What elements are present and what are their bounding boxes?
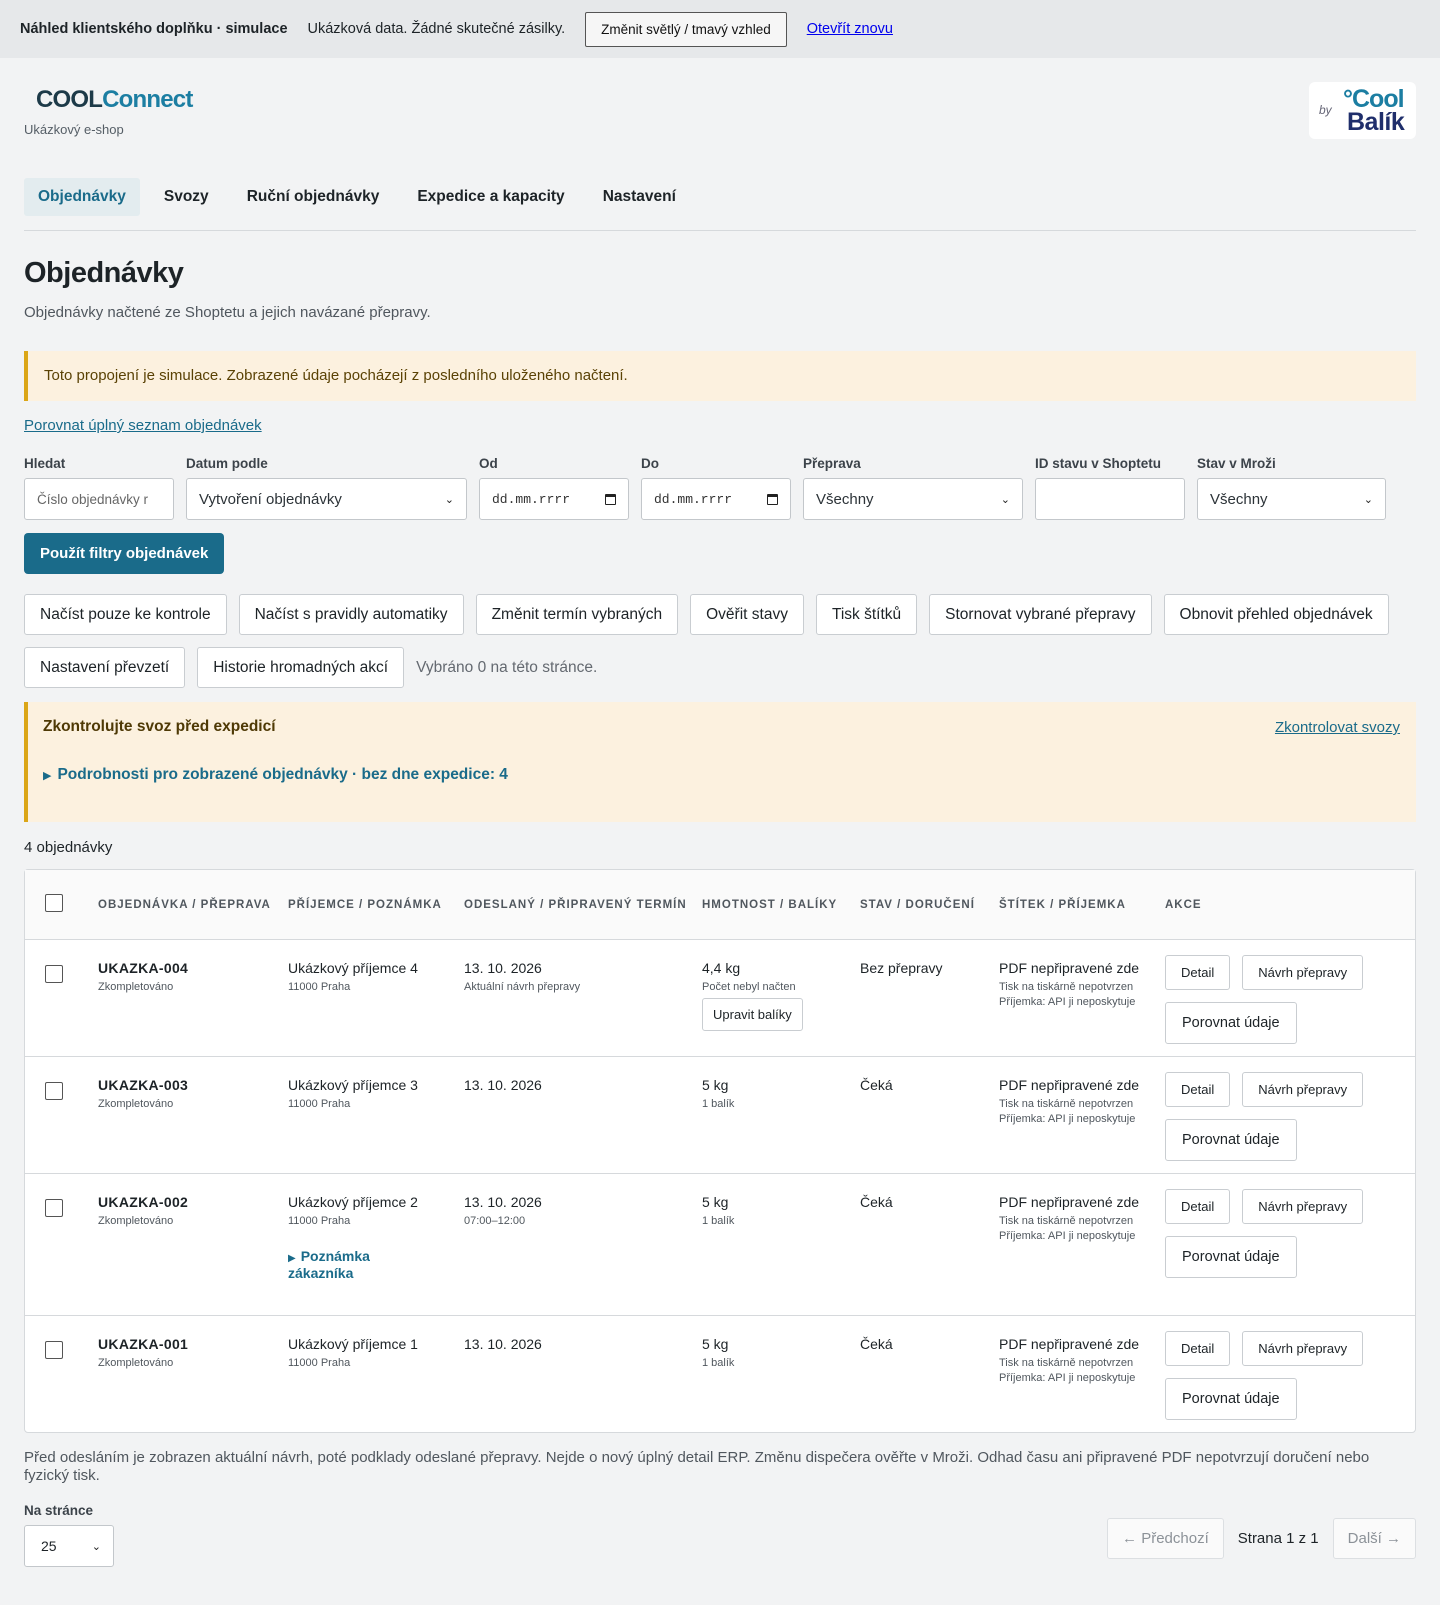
shipment-state: Bez přepravy — [860, 960, 943, 976]
ship-date-sub: Aktuální návrh přepravy — [464, 981, 581, 993]
tab-orders[interactable]: Objednávky — [24, 178, 140, 216]
th-state: STAV / DORUČENÍ — [860, 898, 975, 911]
compare-data-button[interactable]: Porovnat údaje — [1165, 1002, 1297, 1044]
preview-bar — [0, 0, 1440, 58]
from-label: Od — [479, 456, 498, 471]
tab-dispatch-capacity[interactable]: Expedice a kapacity — [417, 188, 565, 205]
th-actions: AKCE — [1165, 898, 1202, 911]
bulk-actions — [24, 594, 1416, 635]
shipment-state: Čeká — [860, 1194, 893, 1210]
receipt-status: Příjemka: API ji neposkytuje — [999, 1229, 1136, 1242]
next-page-button[interactable]: Další → — [1333, 1518, 1416, 1559]
label-status: PDF nepřipravené zde — [999, 1194, 1140, 1210]
pickup-check-notice — [24, 702, 1416, 822]
brand-part2: Connect — [102, 86, 193, 113]
logo-line1: °Cool — [1343, 85, 1404, 113]
th-recipient: PŘÍJEMCE / POZNÁMKA — [288, 898, 442, 911]
shipment-proposal-button[interactable]: Návrh přepravy — [1242, 1072, 1363, 1107]
refresh-orders-button[interactable]: Obnovit přehled objednávek — [1164, 594, 1389, 635]
packages: 1 balík — [702, 1215, 735, 1227]
receipt-status: Příjemka: API ji neposkytuje — [999, 1112, 1136, 1125]
compare-data-button[interactable]: Porovnat údaje — [1165, 1236, 1297, 1278]
customer-note-label: Poznámka zákazníka — [288, 1247, 370, 1281]
search-placeholder: Číslo objednávky r — [37, 491, 149, 507]
per-page-select[interactable] — [24, 1525, 114, 1567]
tab-pickups[interactable]: Svozy — [163, 188, 209, 205]
chevron-down-icon: ⌄ — [1000, 493, 1010, 506]
ship-date-sub: 07:00–12:00 — [464, 1215, 526, 1227]
recipient-name: Ukázkový příjemce 1 — [288, 1336, 418, 1352]
recipient-city: 11000 Praha — [288, 1215, 351, 1227]
receipt-status: Příjemka: API ji neposkytuje — [999, 995, 1136, 1008]
compare-data-button[interactable]: Porovnat údaje — [1165, 1378, 1297, 1420]
reopen-link[interactable]: Otevřít znovu — [806, 21, 893, 37]
date-by-value: Vytvoření objednávky — [199, 490, 342, 508]
table-row — [25, 1057, 1415, 1174]
carrier-select[interactable] — [803, 478, 1023, 520]
coolbalik-logo — [1309, 82, 1416, 139]
selection-count: Vybráno 0 na této stránce. — [416, 658, 598, 676]
pagination-area — [24, 1503, 1416, 1567]
carrier-label: Přeprava — [803, 456, 861, 471]
order-status: Zkompletováno — [98, 1098, 174, 1110]
row-checkbox[interactable] — [45, 965, 63, 983]
load-automation-button[interactable]: Načíst s pravidly automatiky — [239, 594, 464, 635]
packages: 1 balík — [702, 1357, 735, 1369]
triangle-right-icon: ▶ — [43, 770, 52, 782]
check-pickups-link[interactable]: Zkontrolovat svozy — [1274, 719, 1400, 736]
order-id[interactable]: UKAZKA-004 — [98, 960, 189, 976]
table-row — [25, 1316, 1415, 1432]
weight: 5 kg — [702, 1077, 729, 1093]
select-all-checkbox[interactable] — [45, 894, 63, 912]
brand-header — [24, 58, 1416, 198]
ship-date: 13. 10. 2026 — [464, 960, 542, 976]
recipient-name: Ukázkový příjemce 3 — [288, 1077, 418, 1093]
simulation-notice: Toto propojení je simulace. Zobrazené údaje pocházejí z posledního uloženého načtení. — [24, 351, 1416, 401]
per-page-label: Na stránce — [24, 1503, 94, 1518]
shipment-proposal-button[interactable]: Návrh přepravy — [1242, 955, 1363, 990]
table-footnote: Před odesláním je zobrazen aktuální návrh, poté podklady odeslané přepravy. Nejde o nový úplný detail ERP. Změnu dispečera ověřte v Mroži. Odhad času ani připravené PDF nepotvrzují doručení nebo fyzický tisk. — [24, 1449, 1370, 1484]
bulk-history-button[interactable]: Historie hromadných akcí — [197, 647, 404, 688]
order-status: Zkompletováno — [98, 1357, 174, 1369]
logo-by: by — [1319, 103, 1332, 117]
order-status: Zkompletováno — [98, 1215, 174, 1227]
shipment-proposal-button[interactable]: Návrh přepravy — [1242, 1331, 1363, 1366]
th-label: ŠTÍTEK / PŘÍJEMKA — [999, 898, 1126, 911]
mrozi-state-value: Všechny — [1210, 490, 1268, 508]
shipment-state: Čeká — [860, 1077, 893, 1093]
date-by-label: Datum podle — [186, 456, 268, 471]
row-checkbox[interactable] — [45, 1341, 63, 1359]
filter-form — [24, 456, 1416, 520]
packages: Počet nebyl načten — [702, 981, 796, 993]
label-status: PDF nepřipravené zde — [999, 1336, 1140, 1352]
row-checkbox[interactable] — [45, 1199, 63, 1217]
table-header — [25, 870, 1415, 940]
shipment-state: Čeká — [860, 1336, 893, 1352]
cancel-shipments-button[interactable]: Stornovat vybrané přepravy — [929, 594, 1151, 635]
ship-date: 13. 10. 2026 — [464, 1194, 542, 1210]
page-description: Objednávky načtené ze Shoptetu a jejich navázané přepravy. — [24, 304, 431, 321]
order-id[interactable]: UKAZKA-001 — [98, 1336, 189, 1352]
detail-button[interactable]: Detail — [1165, 1331, 1230, 1366]
print-status: Tisk na tiskárně nepotvrzen — [999, 1098, 1134, 1110]
row-checkbox[interactable] — [45, 1082, 63, 1100]
ship-date: 13. 10. 2026 — [464, 1336, 542, 1352]
recipient-city: 11000 Praha — [288, 981, 351, 993]
orders-table — [24, 869, 1416, 1433]
shoptet-state-label: ID stavu v Shoptetu — [1035, 456, 1162, 471]
print-status: Tisk na tiskárně nepotvrzen — [999, 1215, 1134, 1227]
order-id[interactable]: UKAZKA-003 — [98, 1077, 189, 1093]
customer-note-toggle[interactable] — [288, 1248, 378, 1282]
pickup-check-title: Zkontrolujte svoz před expedicí — [43, 718, 276, 735]
weight: 4,4 kg — [702, 960, 741, 976]
shop-name: Ukázkový e-shop — [24, 122, 124, 137]
ship-date: 13. 10. 2026 — [464, 1077, 542, 1093]
pager — [1107, 1509, 1416, 1567]
recipient-name: Ukázkový příjemce 2 — [288, 1194, 418, 1210]
from-date-input[interactable] — [479, 478, 629, 520]
th-order: OBJEDNÁVKA / PŘEPRAVA — [98, 898, 271, 911]
search-label: Hledat — [24, 456, 66, 471]
mrozi-state-label: Stav v Mroži — [1197, 456, 1276, 471]
brand-part1: COOL — [36, 86, 103, 113]
verify-states-button[interactable]: Ověřit stavy — [690, 594, 804, 635]
order-id[interactable]: UKAZKA-002 — [98, 1194, 189, 1210]
label-status: PDF nepřipravené zde — [999, 1077, 1140, 1093]
edit-packages-button[interactable]: Upravit balíky — [702, 998, 803, 1031]
apply-filters-button[interactable]: Použít filtry objednávek — [24, 533, 224, 574]
recipient-city: 11000 Praha — [288, 1098, 351, 1110]
orders-count: 4 objednávky — [24, 839, 113, 856]
main-tabs — [24, 178, 1416, 231]
preview-title: Náhled klientského doplňku · simulace — [20, 21, 288, 37]
detail-button[interactable]: Detail — [1165, 955, 1230, 990]
preview-message: Ukázková data. Žádné skutečné zásilky. — [307, 21, 566, 37]
tab-manual-orders[interactable]: Ruční objednávky — [246, 188, 380, 205]
chevron-down-icon: ⌄ — [444, 493, 454, 506]
chevron-down-icon: ⌄ — [1363, 493, 1373, 506]
th-weight: HMOTNOST / BALÍKY — [702, 898, 838, 911]
recipient-city: 11000 Praha — [288, 1357, 351, 1369]
to-label: Do — [641, 456, 659, 471]
theme-toggle-button[interactable]: Změnit světlý / tmavý vzhled — [585, 12, 787, 47]
logo-line2: Balík — [1347, 108, 1405, 136]
compare-full-list-link[interactable]: Porovnat úplný seznam objednávek — [24, 417, 262, 434]
prev-page-button[interactable]: ← Předchozí — [1107, 1518, 1224, 1559]
table-row — [25, 1174, 1415, 1316]
carrier-value: Všechny — [816, 490, 874, 508]
shoptet-state-input[interactable] — [1035, 478, 1185, 520]
table-row — [25, 940, 1415, 1057]
th-date: ODESLANÝ / PŘIPRAVENÝ TERMÍN — [464, 898, 687, 911]
date-by-select[interactable] — [186, 478, 467, 520]
compare-data-button[interactable]: Porovnat údaje — [1165, 1119, 1297, 1161]
from-placeholder: dd.mm.rrrr — [492, 491, 571, 507]
bulk-actions-2 — [24, 647, 1416, 688]
search-input[interactable] — [24, 478, 174, 520]
app-logo — [36, 86, 193, 114]
packages: 1 balík — [702, 1098, 735, 1110]
order-status: Zkompletováno — [98, 981, 174, 993]
detail-button[interactable]: Detail — [1165, 1072, 1230, 1107]
label-status: PDF nepřipravené zde — [999, 960, 1140, 976]
change-date-button[interactable]: Změnit termín vybraných — [476, 594, 679, 635]
chevron-down-icon: ⌄ — [91, 1540, 101, 1553]
tab-settings[interactable]: Nastavení — [602, 188, 676, 205]
mrozi-state-select[interactable] — [1197, 478, 1386, 520]
print-status: Tisk na tiskárně nepotvrzen — [999, 981, 1134, 993]
weight: 5 kg — [702, 1336, 729, 1352]
calendar-icon[interactable] — [767, 494, 778, 505]
receipt-status: Příjemka: API ji neposkytuje — [999, 1371, 1136, 1384]
pickup-details-label: Podrobnosti pro zobrazené objednávky · bez dne expedice: 4 — [57, 766, 508, 783]
load-review-button[interactable]: Načíst pouze ke kontrole — [24, 594, 227, 635]
detail-button[interactable]: Detail — [1165, 1189, 1230, 1224]
shipment-proposal-button[interactable]: Návrh přepravy — [1242, 1189, 1363, 1224]
pickup-settings-button[interactable]: Nastavení převzetí — [24, 647, 185, 688]
per-page-value: 25 — [41, 1538, 57, 1554]
page-indicator: Strana 1 z 1 — [1237, 1529, 1319, 1547]
triangle-right-icon: ▶ — [288, 1252, 296, 1264]
to-date-input[interactable] — [641, 478, 791, 520]
print-status: Tisk na tiskárně nepotvrzen — [999, 1357, 1134, 1369]
pickup-details-toggle[interactable] — [43, 766, 1401, 784]
calendar-icon[interactable] — [605, 494, 616, 505]
page-title: Objednávky — [24, 257, 184, 289]
weight: 5 kg — [702, 1194, 729, 1210]
recipient-name: Ukázkový příjemce 4 — [288, 960, 418, 976]
to-placeholder: dd.mm.rrrr — [654, 491, 733, 507]
print-labels-button[interactable]: Tisk štítků — [816, 594, 917, 635]
